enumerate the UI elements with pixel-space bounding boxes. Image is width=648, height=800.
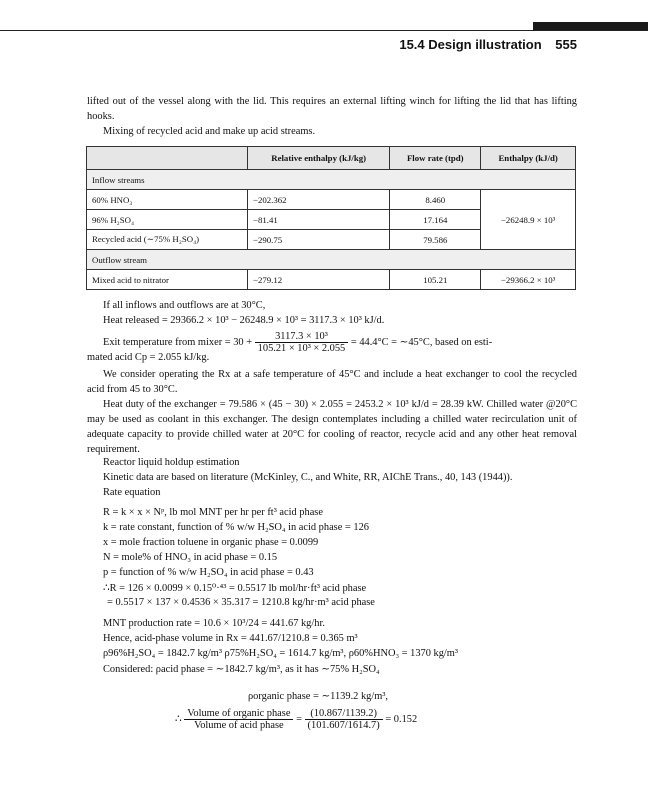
flow-rate: 8.460 xyxy=(390,190,481,210)
density-line: ρ96%H₂SO₄ = 1842.7 kg/m³ ρ75%H₂SO₄ = 1614.7 kg/m³, ρ60%HNO₃ = 1370 kg/m³ xyxy=(103,648,458,659)
table-row xyxy=(87,190,576,210)
table-header xyxy=(87,147,248,170)
exit-fraction xyxy=(255,331,349,354)
equation-line: x = mole fraction toluene in organic phase = 0.0099 xyxy=(103,537,319,548)
text-line: Rate equation xyxy=(103,487,161,498)
flow-rate: 105.21 xyxy=(390,270,481,290)
page-number: 555 xyxy=(555,37,577,52)
text-line: Hence, acid-phase volume in Rx = 441.67/1210.8 = 0.365 m³ xyxy=(103,633,358,644)
inflow-enthalpy: −26248.9 × 10³ xyxy=(481,190,576,250)
text-line: mated acid Cp = 2.055 kJ/kg. xyxy=(87,352,210,363)
equation-line: N = mole% of HNO₃ in acid phase = 0.15 xyxy=(103,552,278,563)
ratio-denominator: Volume of acid phase xyxy=(194,720,284,731)
heat-duty-paragraph: Heat duty of the exchanger = 79.586 × (45 − 30) × 2.055 = 2453.2 × 10³ kJ/d = 28.39 kW. Chilled water @20°C may be used as coolant in this exchanger. The design contemplates including a chilled water recirculation unit of adequate capacity to provide chilled water at 20°C for cooling of reactor, recycle acid and any other heat removal requirement. xyxy=(87,399,577,455)
ratio-numerator: Volume of organic phase xyxy=(184,708,293,720)
stream-name: Recycled acid (∼75% H₂SO₄) xyxy=(87,230,248,250)
ratio-value-denominator: (101.607/1614.7) xyxy=(307,720,380,731)
ratio-values-fraction xyxy=(305,708,383,731)
relative-enthalpy: −290.75 xyxy=(248,230,390,250)
ratio-fraction xyxy=(184,708,293,731)
flow-rate: 79.586 xyxy=(390,230,481,250)
equation-line: p = function of % w/w H₂SO₄ in acid phase = 0.43 xyxy=(103,567,314,578)
section-heading: Reactor liquid holdup estimation xyxy=(103,457,240,468)
intro-paragraph: lifted out of the vessel along with the lid. This requires an external lifting winch for lifting the lid that has lifting hooks. xyxy=(87,96,577,122)
equation-line: = 0.5517 × 137 × 0.4536 × 35.317 = 1210.8 kg/hr·m³ acid phase xyxy=(107,597,375,608)
organic-density: ρorganic phase = ∼1139.2 kg/m³, xyxy=(248,691,389,702)
group-label: Outflow stream xyxy=(87,250,576,270)
table-header: Flow rate (tpd) xyxy=(390,147,481,170)
equation-line: ∴R = 126 × 0.0099 × 0.15⁰·⁴³ = 0.5517 lb mol/hr·ft³ acid phase xyxy=(103,583,367,594)
exit-temperature-equation xyxy=(103,331,492,354)
relative-enthalpy: −202.362 xyxy=(248,190,390,210)
ratio-result: = 0.152 xyxy=(385,713,418,725)
text-line: Considered: ρacid phase = ∼1842.7 kg/m³, as it has ∼75% H₂SO₄ xyxy=(103,664,380,675)
stream-name: 96% H₂SO₄ xyxy=(87,210,248,230)
equation-line: k = rate constant, function of % w/w H₂SO₄ in acid phase = 126 xyxy=(103,522,369,533)
table-row xyxy=(87,270,576,290)
table-header-row xyxy=(87,147,576,170)
text-line: Kinetic data are based on literature (McKinley, C., and White, RR, AIChE Trans., 40, 143 (1944)). xyxy=(103,472,513,483)
ratio-value-numerator: (10.867/1139.2) xyxy=(305,708,383,720)
header-rule xyxy=(0,30,648,31)
mixing-heading: Mixing of recycled acid and make up acid streams. xyxy=(103,126,316,137)
exit-numerator: 3117.3 × 10³ xyxy=(255,331,349,343)
stream-name: Mixed acid to nitrator xyxy=(87,270,248,290)
group-label: Inflow streams xyxy=(87,170,576,190)
table-header: Enthalpy (kJ/d) xyxy=(481,147,576,170)
therefore-sign: ∴ xyxy=(175,713,182,725)
exit-suffix: = 44.4°C = ∼45°C, based on esti- xyxy=(350,336,493,348)
section-title: 15.4 Design illustration xyxy=(399,37,542,52)
equation-line: R = k × x × Nᵖ, lb mol MNT per hr per ft³ acid phase xyxy=(103,507,323,518)
relative-enthalpy: −81.41 xyxy=(248,210,390,230)
outflow-enthalpy: −29366.2 × 10³ xyxy=(481,270,576,290)
text-line: MNT production rate = 10.6 × 10³/24 = 441.67 kg/hr. xyxy=(103,618,325,629)
enthalpy-table xyxy=(86,146,576,290)
text-line: If all inflows and outflows are at 30°C, xyxy=(103,300,266,311)
stream-name: 60% HNO₃ xyxy=(87,190,248,210)
table-header: Relative enthalpy (kJ/kg) xyxy=(248,147,390,170)
exit-prefix: Exit temperature from mixer = 30 + xyxy=(103,336,253,348)
running-header xyxy=(399,37,577,52)
relative-enthalpy: −279.12 xyxy=(248,270,390,290)
consider-paragraph: We consider operating the Rx at a safe temperature of 45°C and include a heat exchanger to cool the recycled acid from 45 to 30°C. xyxy=(87,369,577,395)
table-group-row xyxy=(87,170,576,190)
exit-denominator: 105.21 × 10³ × 2.055 xyxy=(257,343,346,354)
flow-rate: 17.164 xyxy=(390,210,481,230)
volume-ratio-equation: ∴ $\frac{\text{Volume of organic phase}}{\text{Volume of acid phase}}$ = $\frac{(10.867/1139.2)}{(101.607/1614.7)}$ = 0.152 xyxy=(175,708,418,731)
table-group-row xyxy=(87,250,576,270)
text-line: Heat released = 29366.2 × 10³ − 26248.9 × 10³ = 3117.3 × 10³ kJ/d. xyxy=(103,315,385,326)
